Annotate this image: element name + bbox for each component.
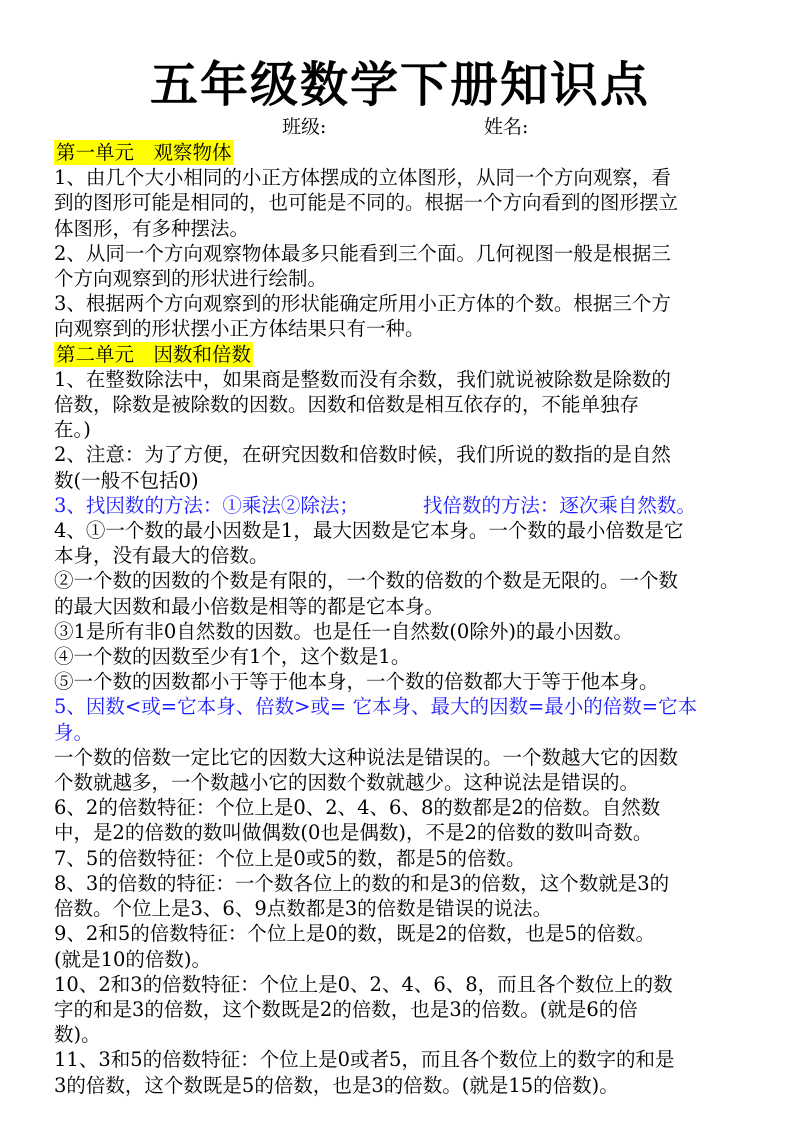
- text-line: [54, 795, 746, 820]
- page-title: 五年级数学下册知识点: [149, 57, 650, 113]
- section-heading: [54, 140, 746, 165]
- line-text: 5、因数<或=它本身、倍数>或= 它本身、最大的因数=最小的倍数=它本: [54, 695, 698, 719]
- line-text: 字的和是3的倍数，这个数既是2的倍数，也是3的倍数。(就是6的倍: [54, 997, 638, 1021]
- text-line: [54, 241, 746, 266]
- line-text: 4、①一个数的最小因数是1，最大因数是它本身。一个数的最小倍数是它: [54, 519, 684, 543]
- line-text: 3的倍数，这个数既是5的倍数，也是3的倍数。(就是15的倍数)。: [54, 1073, 619, 1097]
- text-line: [54, 921, 746, 946]
- section-heading-text: 第一单元 观察物体: [56, 141, 232, 164]
- line-text: 6、2的倍数特征：个位上是0、2、4、6、8的数都是2的倍数。自然数: [54, 796, 661, 820]
- line-text: ⑤一个数的因数都小于等于他本身，一个数的倍数都大于等于他本身。: [54, 670, 659, 694]
- text-line: [54, 165, 746, 190]
- line-text: (就是10的倍数)。: [54, 947, 212, 971]
- name-label: 姓名:: [484, 116, 529, 138]
- text-line: [54, 543, 746, 568]
- text-line: [54, 997, 746, 1022]
- line-text: ③1是所有非0自然数的因数。也是任一自然数(0除外)的最小因数。: [54, 619, 633, 643]
- line-text: 到的图形可能是相同的，也可能是不同的。根据一个方向看到的图形摆立: [54, 191, 679, 215]
- content-body: [54, 140, 746, 1098]
- text-line: [54, 594, 746, 619]
- text-line: [54, 669, 746, 694]
- text-line: [54, 1022, 746, 1047]
- line-text: 2、从同一个方向观察物体最多只能看到三个面。几何视图一般是根据三: [54, 241, 671, 265]
- text-line: [54, 694, 746, 719]
- line-text: 11、3和5的倍数特征：个位上是0或者5，而且各个数位上的数字的和是: [54, 1048, 675, 1072]
- line-text: 8、3的倍数的特征：一个数各位上的数的和是3的倍数，这个数就是3的: [54, 871, 670, 895]
- line-text: 一个数的倍数一定比它的因数大这种说法是错误的。一个数越大它的因数: [54, 745, 679, 769]
- text-line: [54, 266, 746, 291]
- text-line: [54, 367, 746, 392]
- text-line: [54, 1047, 746, 1072]
- text-line: [54, 518, 746, 543]
- text-line: [54, 291, 746, 316]
- line-text: 数)。: [54, 1023, 101, 1047]
- text-line: [54, 896, 746, 921]
- line-text: 1、在整数除法中，如果商是整数而没有余数，我们就说被除数是除数的: [54, 367, 671, 391]
- line-text: 7、5的倍数特征：个位上是0或5的数，都是5的倍数。: [54, 846, 526, 870]
- line-text: 身。: [54, 720, 94, 744]
- text-line: [54, 972, 746, 997]
- text-line: [54, 947, 746, 972]
- text-line: [54, 745, 746, 770]
- line-text: 的最大因数和最小倍数是相等的都是它本身。: [54, 594, 445, 618]
- student-info-row: [54, 114, 746, 140]
- text-line: [54, 871, 746, 896]
- text-line: [54, 392, 746, 417]
- section-heading-text: 第二单元 因数和倍数: [56, 342, 252, 366]
- text-line: [54, 417, 746, 442]
- text-line: [54, 316, 746, 341]
- line-text: 中，是2的倍数的数叫做偶数(0也是偶数)，不是2的倍数的数叫奇数。: [54, 821, 653, 845]
- line-text: 个方向观察到的形状进行绘制。: [54, 267, 328, 291]
- text-line: [54, 190, 746, 215]
- line-text: 倍数。个位上是3、6、9点数都是3的倍数是错误的说法。: [54, 897, 553, 921]
- line-text: 1、由几个大小相同的小正方体摆成的立体图形，从同一个方向观察，看: [54, 166, 671, 190]
- line-text: ②一个数的因数的个数是有限的，一个数的倍数的个数是无限的。一个数: [54, 569, 679, 593]
- line-text: 3、根据两个方向观察到的形状能确定所用小正方体的个数。根据三个方: [54, 292, 671, 316]
- text-line: [54, 216, 746, 241]
- line-text: 向观察到的形状摆小正方体结果只有一种。: [54, 317, 425, 341]
- line-text: 倍数，除数是被除数的因数。因数和倍数是相互依存的，不能单独存: [54, 393, 640, 417]
- text-line: [54, 493, 746, 518]
- line-text: 在。): [54, 418, 91, 442]
- text-line: [54, 619, 746, 644]
- line-text-second: 找倍数的方法：逐次乘自然数。: [422, 493, 696, 517]
- section-heading: [54, 342, 746, 367]
- line-text: 本身，没有最大的倍数。: [54, 544, 269, 568]
- text-line: [54, 846, 746, 871]
- class-label: 班级:: [282, 116, 327, 138]
- line-text: 10、2和3的倍数特征：个位上是0、2、4、6、8，而且各个数位上的数: [54, 972, 673, 996]
- text-line: [54, 720, 746, 745]
- line-text: 3、找因数的方法：①乘法②除法；: [54, 493, 359, 517]
- text-line: [54, 468, 746, 493]
- line-text: 个数就越多，一个数越小它的因数个数就越少。这种说法是错误的。: [54, 771, 640, 795]
- text-line: [54, 820, 746, 845]
- text-line: [54, 568, 746, 593]
- line-text: 数(一般不包括0): [54, 468, 199, 492]
- line-text: ④一个数的因数至少有1个，这个数是1。: [54, 645, 411, 669]
- text-line: [54, 644, 746, 669]
- line-text: 2、注意：为了方便，在研究因数和倍数时候，我们所说的数指的是自然: [54, 443, 671, 467]
- text-line: [54, 770, 746, 795]
- text-line: [54, 442, 746, 467]
- line-text: 体图形，有多种摆法。: [54, 216, 250, 240]
- text-line: [54, 1073, 746, 1098]
- line-text: 9、2和5的倍数特征：个位上是0的数，既是2的倍数，也是5的倍数。: [54, 922, 655, 946]
